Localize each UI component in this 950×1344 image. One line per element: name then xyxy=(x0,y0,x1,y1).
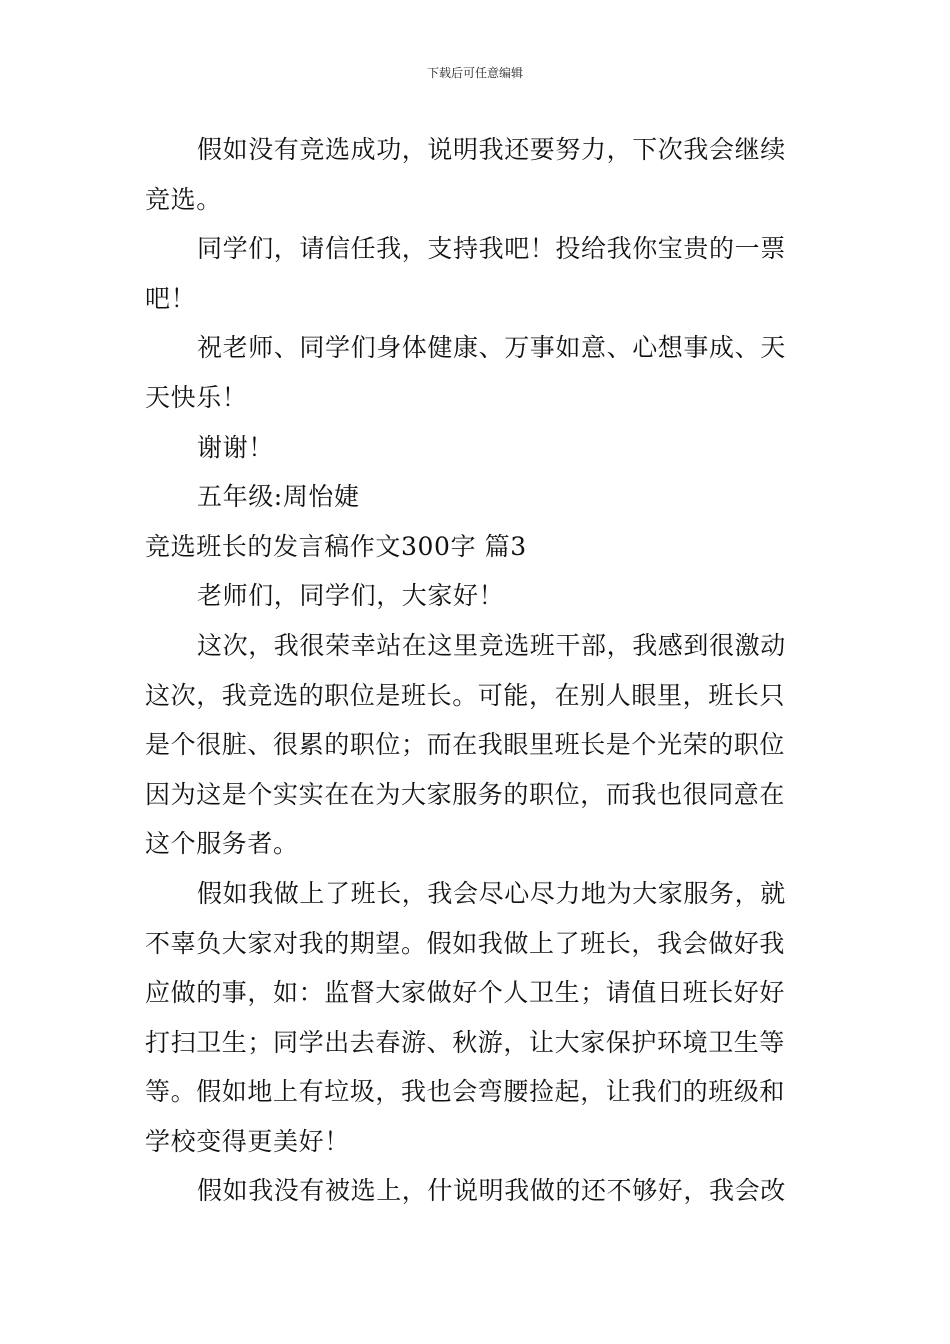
section-heading: 竞选班长的发言稿作文300字 篇3 xyxy=(145,531,527,561)
greeting-line: 老师们，同学们，大家好！ xyxy=(197,581,505,611)
page-header: 下载后可任意编辑 xyxy=(426,66,523,80)
text-line: 假如我没有被选上，什说明我做的还不够好，我会改 xyxy=(197,1176,786,1206)
text-line: 同学们，请信任我，支持我吧！投给我你宝贵的一票 xyxy=(197,234,786,264)
text-line: 谢谢！ xyxy=(197,432,274,462)
text-line: 祝老师、同学们身体健康、万事如意、心想事成、天 xyxy=(197,333,786,363)
text-line: 这次，我很荣幸站在这里竞选班干部，我感到很激动 xyxy=(197,630,786,660)
document-body xyxy=(145,125,807,1216)
text-line: 不辜负大家对我的期望。假如我做上了班长，我会做好我 xyxy=(145,928,786,958)
text-line: 学校变得更美好！ xyxy=(145,1126,350,1156)
text-line: 应做的事，如：监督大家做好个人卫生；请值日班长好好 xyxy=(145,978,786,1008)
text-line: 这个服务者。 xyxy=(145,829,299,859)
text-line: 打扫卫生；同学出去春游、秋游，让大家保护环境卫生等 xyxy=(145,1027,786,1057)
text-line: 是个很脏、很累的职位；而在我眼里班长是个光荣的职位 xyxy=(145,730,786,760)
text-line: 假如没有竞选成功，说明我还要努力，下次我会继续 xyxy=(197,135,786,164)
text-line: 因为这是个实实在在为大家服务的职位，而我也很同意在 xyxy=(145,779,786,809)
text-line: 假如我做上了班长，我会尽心尽力地为大家服务，就 xyxy=(197,878,786,908)
text-line: 天快乐！ xyxy=(145,382,248,412)
text-line: 竞选。 xyxy=(145,184,222,214)
signature-line: 五年级:周怡婕 xyxy=(197,482,360,512)
text-line: 这次，我竞选的职位是班长。可能，在别人眼里，班长只 xyxy=(145,680,786,710)
text-line: 等。假如地上有垃圾，我也会弯腰捡起，让我们的班级和 xyxy=(145,1077,786,1107)
text-line: 吧！ xyxy=(145,283,197,313)
